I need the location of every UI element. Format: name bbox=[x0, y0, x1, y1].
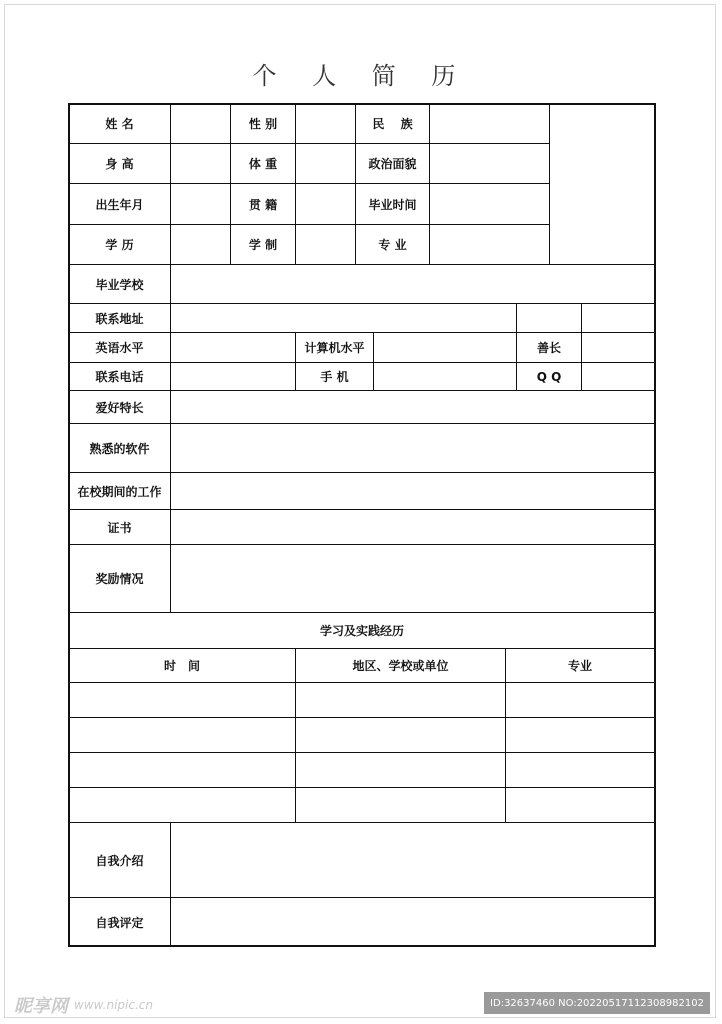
education-field[interactable] bbox=[171, 225, 230, 264]
qq-field[interactable] bbox=[582, 363, 654, 390]
experience-section-title: 学习及实践经历 bbox=[319, 624, 404, 638]
label-self-introduction: 自我介绍 bbox=[95, 853, 144, 868]
label-weight: 体 重 bbox=[248, 157, 278, 171]
experience-row[interactable] bbox=[69, 683, 654, 717]
graduation-time-field[interactable] bbox=[430, 184, 549, 224]
label-qq: Q Q bbox=[536, 369, 562, 384]
ethnicity-field[interactable] bbox=[430, 104, 549, 143]
label-birth-date: 出生年月 bbox=[95, 197, 144, 212]
political-status-field[interactable] bbox=[430, 144, 549, 183]
label-contact-phone: 联系电话 bbox=[95, 370, 144, 384]
label-native-place: 贯 籍 bbox=[248, 197, 278, 212]
computer-level-field[interactable] bbox=[374, 333, 516, 362]
label-familiar-software: 熟悉的软件 bbox=[89, 441, 150, 456]
awards-field[interactable] bbox=[171, 545, 654, 612]
label-name: 姓 名 bbox=[105, 117, 134, 131]
label-english-level: 英语水平 bbox=[95, 341, 144, 355]
experience-header-place: 地区、学校或单位 bbox=[352, 659, 449, 673]
photo-area[interactable] bbox=[550, 104, 654, 264]
english-level-field[interactable] bbox=[171, 333, 295, 362]
label-computer-level: 计算机水平 bbox=[304, 341, 365, 355]
weight-field[interactable] bbox=[296, 144, 355, 183]
self-introduction-field[interactable] bbox=[171, 823, 654, 897]
experience-row[interactable] bbox=[69, 753, 654, 787]
label-hobbies: 爱好特长 bbox=[95, 400, 144, 415]
label-major: 专 业 bbox=[378, 238, 407, 252]
experience-row[interactable] bbox=[69, 788, 654, 822]
campus-work-field[interactable] bbox=[171, 473, 654, 509]
specialty-field[interactable] bbox=[582, 333, 654, 362]
experience-row[interactable] bbox=[69, 718, 654, 752]
contact-address-field[interactable] bbox=[171, 304, 516, 332]
watermark-site: www.nipic.cn bbox=[74, 998, 153, 1012]
label-awards: 奖励情况 bbox=[95, 572, 144, 586]
birth-date-field[interactable] bbox=[171, 184, 230, 224]
experience-header-time: 时 间 bbox=[163, 659, 200, 673]
native-place-field[interactable] bbox=[296, 184, 355, 224]
label-political-status: 政治面貌 bbox=[368, 157, 417, 171]
hobbies-field[interactable] bbox=[171, 391, 654, 423]
label-self-evaluation: 自我评定 bbox=[95, 915, 144, 930]
schooling-length-field[interactable] bbox=[296, 225, 355, 264]
experience-header-major: 专业 bbox=[567, 659, 592, 673]
label-ethnicity: 民 族 bbox=[372, 117, 413, 131]
major-field[interactable] bbox=[430, 225, 549, 264]
label-education: 学 历 bbox=[105, 238, 134, 252]
label-graduation-time: 毕业时间 bbox=[368, 197, 417, 212]
label-campus-work: 在校期间的工作 bbox=[77, 484, 162, 499]
self-evaluation-field[interactable] bbox=[171, 898, 654, 946]
label-mobile: 手 机 bbox=[320, 370, 349, 384]
page-title: 个 人 简 历 bbox=[252, 62, 470, 90]
label-gender: 性 别 bbox=[248, 117, 278, 131]
watermark-logo-text: 昵享网 bbox=[14, 996, 68, 1017]
familiar-software-field[interactable] bbox=[171, 424, 654, 472]
label-certificates: 证书 bbox=[107, 520, 132, 535]
watermark-logo bbox=[14, 992, 153, 1018]
name-field[interactable] bbox=[171, 104, 230, 143]
contact-phone-field[interactable] bbox=[171, 363, 295, 390]
label-contact-address: 联系地址 bbox=[95, 311, 144, 326]
label-schooling-length: 学 制 bbox=[248, 238, 278, 252]
label-height: 身 高 bbox=[105, 157, 134, 171]
label-graduated-school: 毕业学校 bbox=[95, 277, 144, 292]
certificates-field[interactable] bbox=[171, 510, 654, 544]
graduated-school-field[interactable] bbox=[171, 265, 654, 303]
label-specialty: 善长 bbox=[536, 341, 561, 355]
watermark-id-badge: ID:32637460 NO:20220517112308982102 bbox=[484, 992, 710, 1014]
height-field[interactable] bbox=[171, 144, 230, 183]
mobile-field[interactable] bbox=[374, 363, 516, 390]
gender-field[interactable] bbox=[296, 104, 355, 143]
